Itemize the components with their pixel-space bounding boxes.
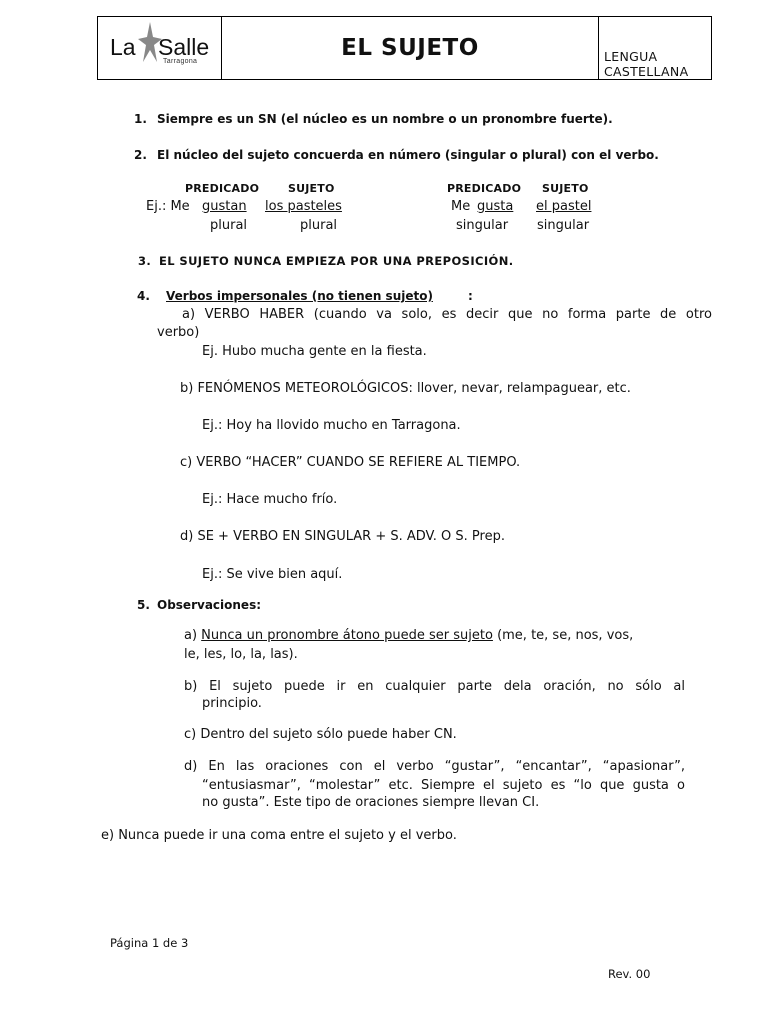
item-4a-example: Ej. Hubo mucha gente en la fiesta. — [202, 344, 427, 359]
header-table — [97, 16, 712, 80]
item-5a-line-1 — [184, 628, 633, 643]
example-left-verb-number: plural — [210, 218, 248, 233]
subject-line-1: LENGUA — [604, 49, 658, 64]
item-4-number: 4. — [137, 289, 150, 303]
item-5b-line-1: b) El sujeto puede ir en cualquier parte dela oración, no sólo al — [184, 679, 685, 694]
item-5d-line-2: “entusiasmar”, “molestar” etc. Siempre el sujeto es “lo que gusta o — [202, 778, 685, 793]
item-4d-example: Ej.: Se vive bien aquí. — [202, 567, 343, 582]
example-right-verb-number: singular — [456, 218, 509, 233]
right-sujeto-heading: SUJETO — [542, 182, 589, 195]
item-2-number: 2. — [134, 148, 147, 162]
example-left-subject-number: plural — [300, 218, 338, 233]
title-cell — [222, 17, 599, 79]
logo-text-salle: Salle — [158, 34, 210, 60]
example-right-verb: gusta — [477, 199, 514, 214]
item-4a-text-cont: verbo) — [157, 325, 200, 340]
logo-subtitle: Tarragona — [163, 58, 198, 65]
logo-text-la: La — [110, 34, 136, 60]
item-4-heading: Verbos impersonales (no tienen sujeto) — [166, 289, 433, 303]
item-4c-text: c) VERBO “HACER” CUANDO SE REFIERE AL TIEMPO. — [180, 455, 521, 470]
left-predicado-heading: PREDICADO — [185, 182, 260, 195]
revision: Rev. 00 — [608, 967, 651, 981]
example-left-subject: los pasteles — [265, 199, 342, 214]
item-5b-line-2: principio. — [202, 696, 262, 711]
item-3-number: 3. — [138, 254, 152, 268]
item-1-text: Siempre es un SN (el núcleo es un nombre o un pronombre fuerte). — [157, 112, 613, 126]
item-5a-underlined: Nunca un pronombre átono puede ser sujeto — [201, 628, 493, 643]
item-4b-example: Ej.: Hoy ha llovido mucho en Tarragona. — [202, 418, 461, 433]
item-5a-prefix: a) — [184, 628, 202, 643]
subject-label — [604, 49, 688, 79]
example-right-subject: el pastel — [536, 199, 592, 214]
item-4d-text: d) SE + VERBO EN SINGULAR + S. ADV. O S. Prep. — [180, 529, 505, 544]
page-number: Página 1 de 3 — [110, 936, 189, 950]
item-5-number: 5. — [137, 598, 150, 612]
item-5a-rest: (me, te, se, nos, vos, — [492, 628, 634, 643]
example-left-prefix: Ej.: Me — [146, 199, 190, 214]
item-3-text: EL SUJETO NUNCA EMPIEZA POR UNA PREPOSICIÓN. — [159, 254, 514, 268]
item-5c-text: c) Dentro del sujeto sólo puede haber CN. — [184, 727, 457, 742]
item-4c-example: Ej.: Hace mucho frío. — [202, 492, 338, 507]
item-4-colon: : — [468, 289, 473, 303]
page-title: EL SUJETO — [341, 35, 479, 61]
item-5a-line-2: le, les, lo, la, las). — [184, 647, 298, 662]
item-5-heading: Observaciones: — [157, 598, 262, 612]
logo-cell — [98, 17, 222, 79]
left-sujeto-heading: SUJETO — [288, 182, 335, 195]
subject-cell — [599, 17, 711, 79]
example-right-subject-number: singular — [537, 218, 590, 233]
item-1-number: 1. — [134, 112, 147, 126]
item-5d-line-3: no gusta”. Este tipo de oraciones siempre llevan CI. — [202, 795, 540, 810]
item-5e-text: e) Nunca puede ir una coma entre el sujeto y el verbo. — [101, 828, 457, 843]
example-right-prefix: Me — [451, 199, 471, 214]
item-5d-line-1: d) En las oraciones con el verbo “gustar”, “encantar”, “apasionar”, — [184, 759, 685, 774]
item-4b-text: b) FENÓMENOS METEOROLÓGICOS: llover, nevar, relampaguear, etc. — [180, 381, 631, 396]
right-predicado-heading: PREDICADO — [447, 182, 522, 195]
item-2-text: El núcleo del sujeto concuerda en número (singular o plural) con el verbo. — [157, 148, 659, 162]
example-left-verb: gustan — [202, 199, 247, 214]
subject-line-2: CASTELLANA — [604, 64, 689, 79]
item-4a-text: a) VERBO HABER (cuando va solo, es decir que no forma parte de otro — [182, 307, 712, 322]
